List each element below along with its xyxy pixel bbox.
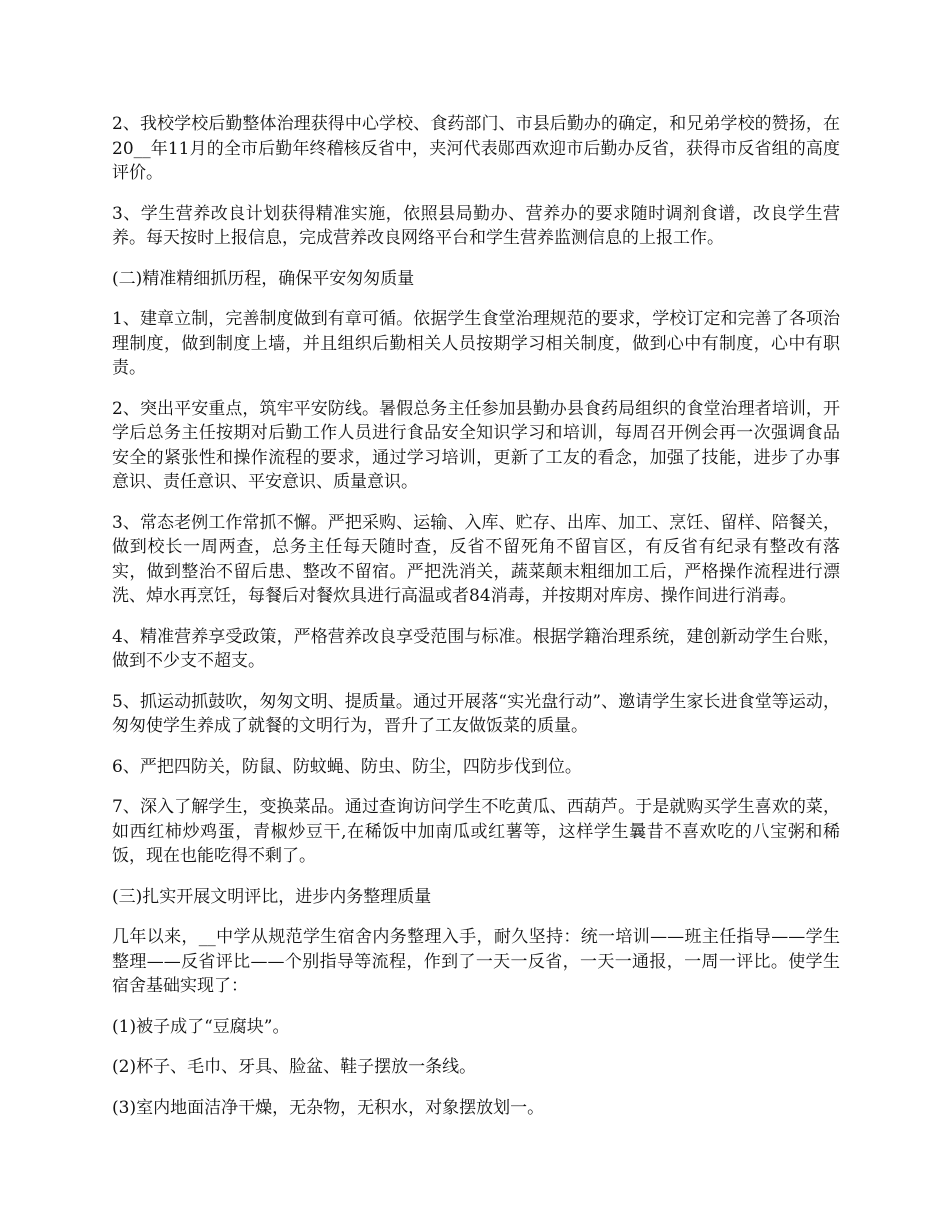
paragraph-process-3: 3、常态老例工作常抓不懈。严把采购、运输、入库、贮存、出库、加工、烹饪、留样、陪餐关，做到校长一周两查，总务主任每天随时查，反省不留死角不留盲区，有反省有纪录有整改有落实，做到整治不留后患、整改不留宿。严把洗消关，蔬菜颠末粗细加工后，严格操作流程进行漂洗、焯水再烹饪，每餐后对餐炊具进行高温或者84消毒，并按期对库房、操作间进行消毒。 [112,512,840,606]
section-heading-3: (三)扎实开展文明评比，进步内务整理质量 [112,886,432,907]
list-item-dorm-2: (2)杯子、毛巾、牙具、脸盆、鞋子摆放一条线。 [112,1057,477,1077]
paragraph-process-7: 7、深入了解学生，变换菜品。通过查询访问学生不吃黄瓜、西葫芦。于是就购买学生喜欢的菜，如西红柿炒鸡蛋，青椒炒豆干,在稀饭中加南瓜或红薯等，这样学生曩昔不喜欢吃的八宝粥和稀饭，现在也能吃得不剩了。 [112,797,840,866]
document-page [112,112,840,1136]
paragraph-process-2: 2、突出平安重点，筑牢平安防线。暑假总务主任参加县勤办县食药局组织的食堂治理者培训，开学后总务主任按期对后勤工作人员进行食品安全知识学习和培训，每周召开例会再一次强调食品安全的紧张性和操作流程的要求，通过学习培训，更新了工友的看念，加强了技能，进步了办事意识、责任意识、平安意识、质量意识。 [112,398,840,492]
paragraph-achievement-2: 2、我校学校后勤整体治理获得中心学校、食药部门、市县后勤办的确定，和兄弟学校的赞扬，在20__年11月的全市后勤年终稽核反省中，夹河代表郧西欢迎市后勤办反省，获得市反省组的高度评价。 [112,114,840,183]
paragraph-dorm-intro: 几年以来，__中学从规范学生宿舍内务整理入手，耐久坚持：统一培训——班主任指导——学生整理——反省评比——个别指导等流程，作到了一天一反省，一天一通报，一周一评比。使学生宿舍基础实现了： [112,927,840,996]
section-heading-2: (二)精准精细抓历程，确保平安匆匆质量 [112,268,415,289]
list-item-dorm-3: (3)室内地面洁净干燥，无杂物，无积水，对象摆放划一。 [112,1097,545,1118]
paragraph-achievement-3: 3、学生营养改良计划获得精准实施，依照县局勤办、营养办的要求随时调剂食谱，改良学生营养。每天按时上报信息，完成营养改良网络平台和学生营养监测信息的上报工作。 [112,203,840,248]
paragraph-process-4: 4、精准营养享受政策，严格营养改良享受范围与标准。根据学籍治理系统，建创新动学生台账，做到不少支不超支。 [112,626,840,671]
paragraph-process-1: 1、建章立制，完善制度做到有章可循。依据学生食堂治理规范的要求，学校订定和完善了各项治理制度，做到制度上墙，并且组织后勤相关人员按期学习相关制度，做到心中有制度，心中有职责。 [112,309,840,378]
paragraph-process-6: 6、严把四防关，防鼠、防蚊蝇、防虫、防尘，四防步伐到位。 [112,756,582,777]
paragraph-process-5: 5、抓运动抓鼓吹，匆匆文明、提质量。通过开展落“实光盘行动”、邀请学生家长进食堂等运动，匆匆使学生养成了就餐的文明行为，晋升了工友做饭菜的质量。 [112,691,840,736]
list-item-dorm-1: (1)被子成了“豆腐块”。 [112,1016,290,1037]
